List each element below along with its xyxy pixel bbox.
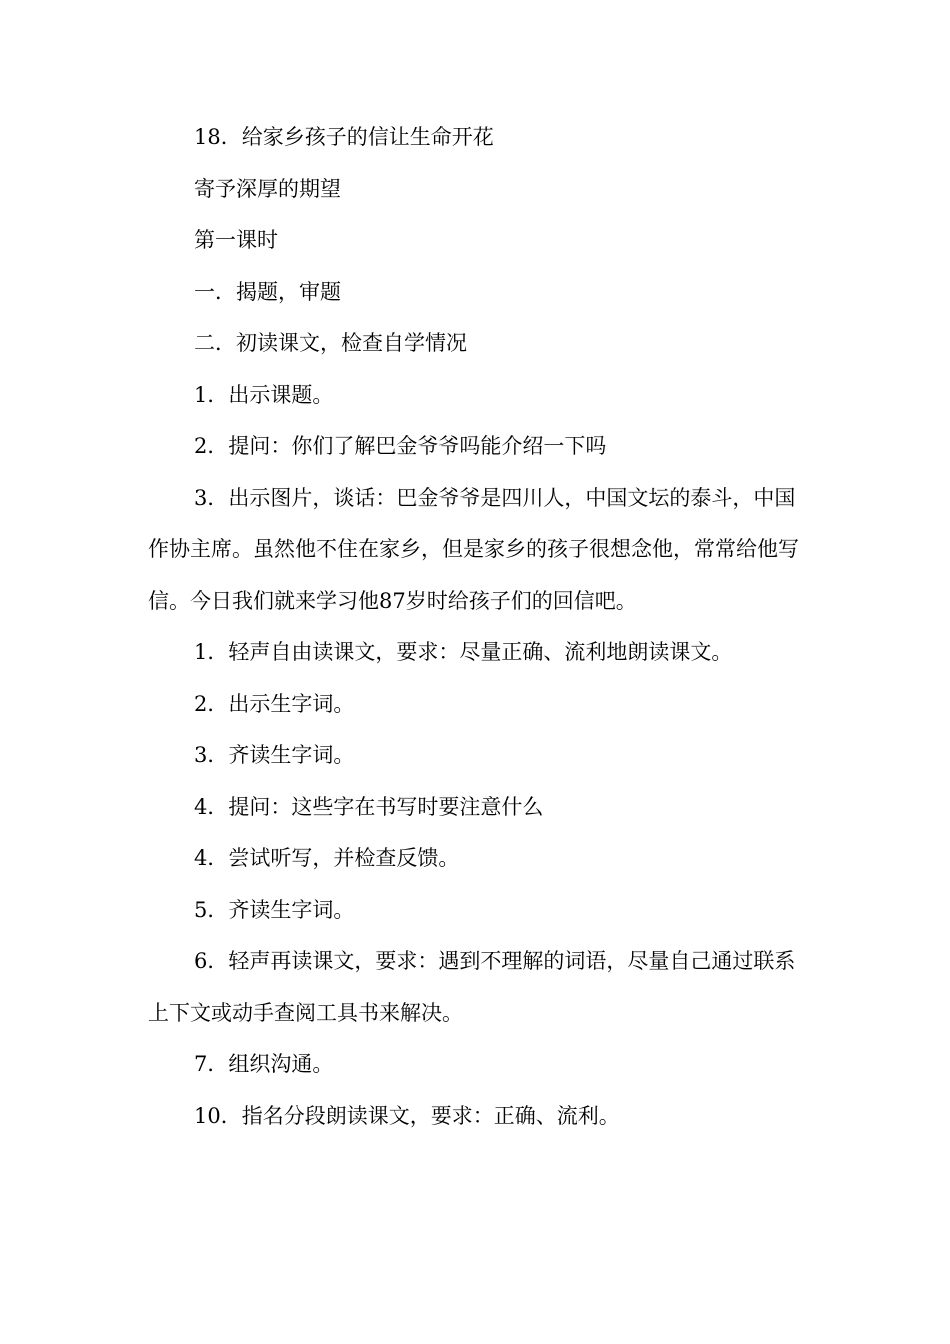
step-paragraph: 1．出示课题。 [194, 382, 334, 407]
step-paragraph: 5．齐读生字词。 [194, 897, 355, 922]
step-paragraph: 1．轻声自由读课文，要求：尽量正确、流利地朗读课文。 [194, 640, 733, 664]
step-paragraph: 6．轻声再读课文，要求：遇到不理解的词语，尽量自己通过联系上下文或动手查阅工具书来解决。 [148, 949, 796, 1025]
step-paragraph: 2．出示生字词。 [194, 691, 355, 716]
session-heading: 第一课时 [194, 228, 278, 252]
step-paragraph: 3．齐读生字词。 [194, 743, 355, 767]
step-paragraph: 3．出示图片，谈话：巴金爷爷是四川人，中国文坛的泰斗，中国作协主席。虽然他不住在家乡，但是家乡的孩子很想念他，常常给他写信。今日我们就来学习他87岁时给孩子们的回信吧。 [148, 485, 799, 613]
lesson-title: 18．给家乡孩子的信让生命开花 [194, 125, 494, 149]
section-heading-2: 二．初读课文，检查自学情况 [194, 331, 467, 355]
lesson-subtitle: 寄予深厚的期望 [194, 176, 341, 201]
document-body [148, 112, 808, 1142]
step-paragraph: 7．组织沟通。 [194, 1052, 334, 1076]
step-paragraph: 4．尝试听写，并检查反馈。 [194, 846, 460, 870]
step-paragraph: 10．指名分段朗读课文，要求：正确、流利。 [194, 1103, 620, 1128]
step-paragraph: 4．提问：这些字在书写时要注意什么 [194, 794, 544, 819]
section-heading-1: 一．揭题，审题 [194, 279, 341, 304]
step-paragraph: 2．提问：你们了解巴金爷爷吗能介绍一下吗 [194, 434, 607, 458]
